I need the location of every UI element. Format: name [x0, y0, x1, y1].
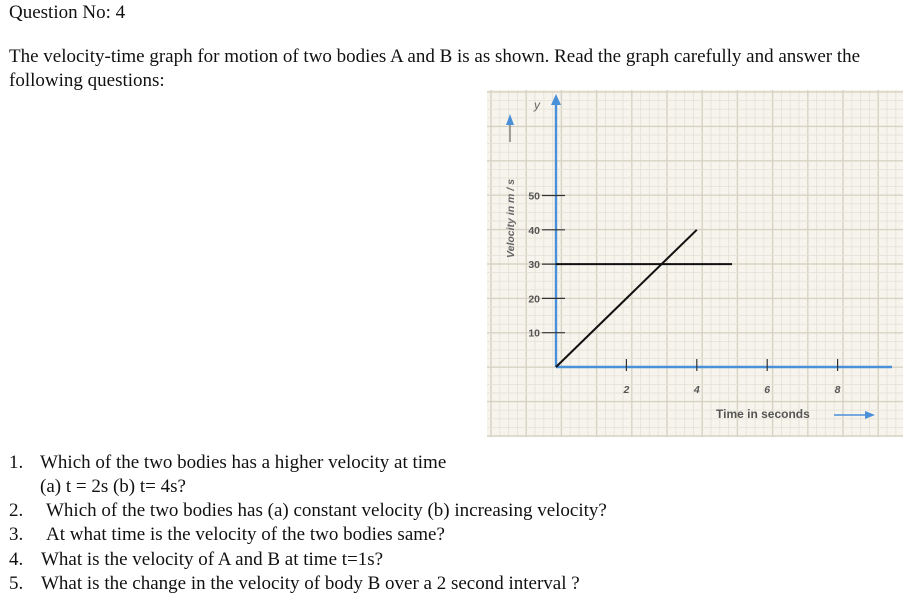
x-tick-label: 6	[764, 384, 771, 396]
question-text: Which of the two bodies has (a) constant velocity (b) increasing velocity?	[46, 500, 607, 521]
velocity-time-graph	[487, 90, 903, 437]
question-number: 3.	[9, 524, 24, 546]
question-item-2	[9, 499, 607, 523]
question-number: 1.	[9, 452, 24, 473]
question-item-3	[9, 523, 445, 547]
chart-svg	[487, 90, 903, 437]
question-subparts: (a) t = 2s (b) t= 4s?	[40, 476, 186, 497]
question-number: 4.	[9, 548, 24, 570]
y-tick-label: 30	[528, 259, 540, 272]
question-intro: The velocity-time graph for motion of two bodies A and B is as shown. Read the graph carefully and answer the following questions:	[9, 46, 861, 91]
question-number: 5.	[9, 572, 24, 594]
x-tick-label: 4	[693, 384, 700, 396]
question-item-4	[9, 548, 384, 572]
y-tick-label: 20	[528, 293, 540, 306]
question-text: At what time is the velocity of the two bodies same?	[46, 524, 445, 546]
question-text: What is the change in the velocity of body B over a 2 second interval ?	[41, 572, 580, 594]
x-tick-label: 2	[623, 384, 630, 396]
question-text: What is the velocity of A and B at time t=1s?	[41, 548, 384, 570]
question-heading: Question No: 4	[9, 2, 126, 23]
x-axis-label: Time in seconds	[716, 407, 810, 421]
question-item-1	[9, 451, 447, 499]
x-tick-label: 8	[834, 384, 841, 396]
y-tick-label: 50	[528, 190, 540, 203]
y-tick-label: 10	[528, 327, 540, 340]
question-number: 2.	[9, 500, 24, 521]
y-axis-letter: y	[534, 98, 540, 112]
question-list	[9, 451, 607, 596]
y-tick-label: 40	[528, 224, 540, 237]
question-text: Which of the two bodies has a higher velocity at time	[40, 452, 447, 473]
y-axis-label: Velocity in m / s	[505, 179, 517, 258]
question-item-5	[9, 572, 580, 596]
